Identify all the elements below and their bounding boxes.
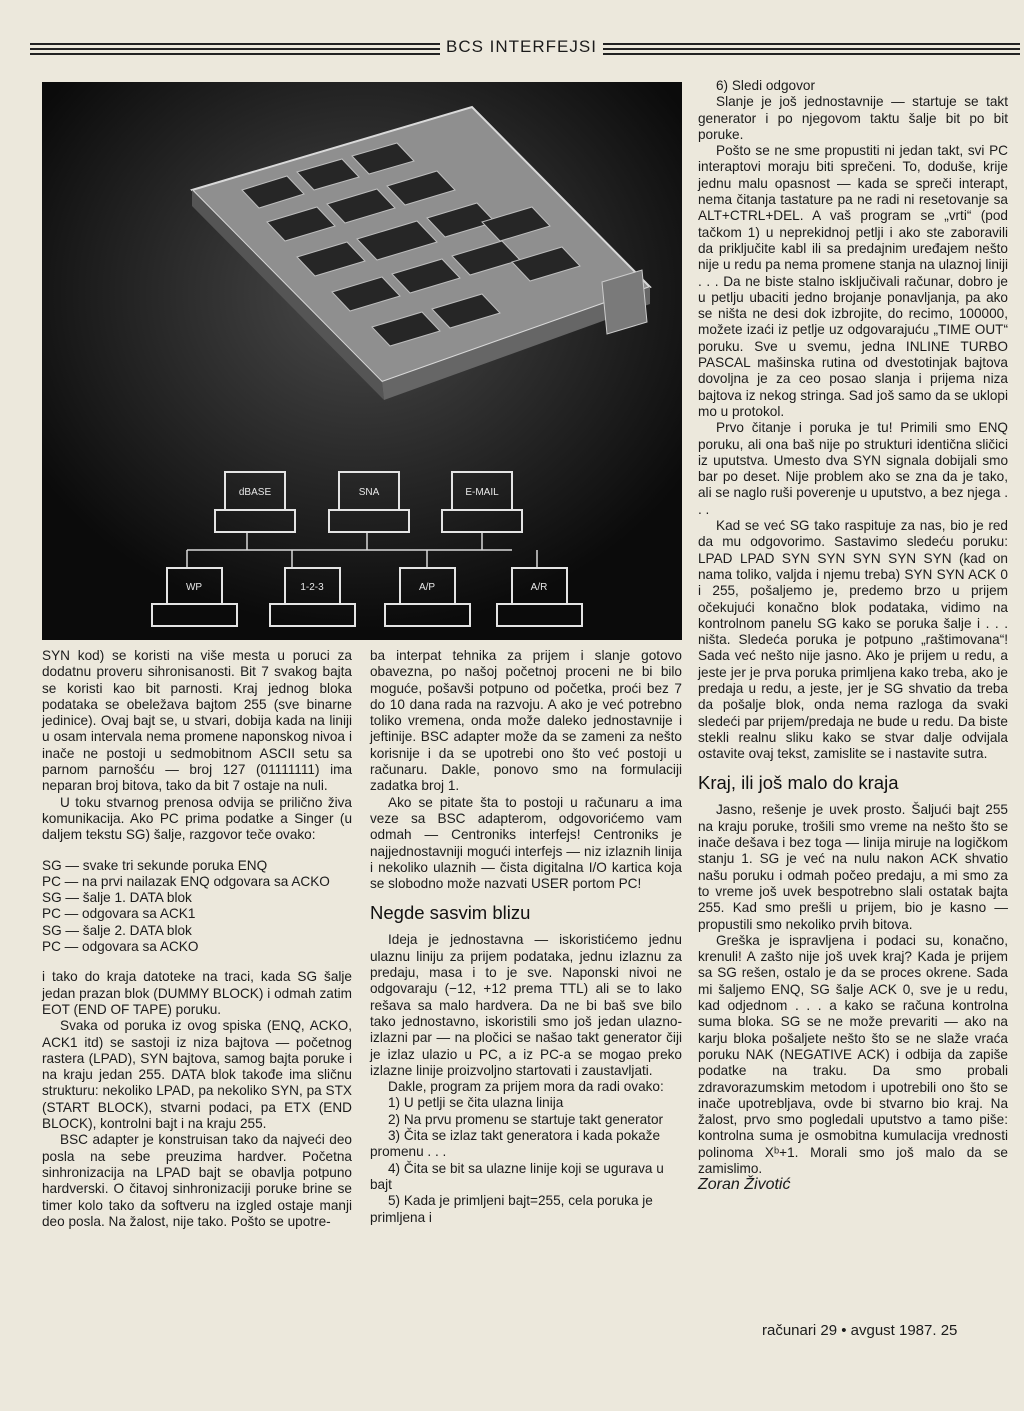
screen-label: A/P — [418, 582, 436, 593]
dialog-line: SG — svake tri sekunde poruka ENQ — [42, 857, 268, 873]
paragraph: Jasno, rešenje je uvek prosto. Šaljući bajt 255 na kraju poruke, trošili smo vreme na nešto što se inače dešava i bez toga — linija miruje na logičkom stanju 1. SG je već na nulu nakon ACK shvatio našu poruku i odmah počeo predaju, a mi smo za to vreme još uvek bespotrebno slali ostatak bajta 255. Kad smo prešli u prijem, bio je kasno — propustili smo nekoliko prvih bitova. — [698, 802, 1008, 932]
column-1 — [42, 648, 352, 1230]
paragraph: U toku stvarnog prenosa odvija se prilično živa komunikacija. Ako PC prima podatke a Singer (u daljem tekstu SG) šalje, razgovor teče ovako: — [42, 794, 352, 843]
screen-label: WP — [185, 582, 203, 593]
list-item: 5) Kada je primljeni bajt=255, cela poruka je primljena i — [370, 1193, 653, 1225]
board-and-terminals-photo — [42, 82, 682, 640]
list-item: 1) U petlji se čita ulazna linija — [388, 1095, 564, 1111]
list-item: 6) Sledi odgovor — [716, 78, 815, 93]
column-2 — [370, 648, 682, 1226]
paragraph: i tako do kraja datoteke na traci, kada SG šalje jedan prazan blok (DUMMY BLOCK) i odmah zatim EOT (END OF TAPE) poruku. — [42, 969, 352, 1017]
paragraph: Svaka od poruka iz ovog spiska (ENQ, ACKO, ACK1 itd) se sastoji iz niza bajtova — početnog rastera (LPAD), SYN bajtova, samog bajta poruke i na kraju jedan 255. DATA blok takođe ima sličnu strukturu: nekoliko LPAD, pa nekoliko SYN, pa STX (START BLOCK), stvarni podaci, pa ETX (END BLOCK), kontrolni bajt i na kraju 255. — [42, 1018, 352, 1132]
paragraph: Pošto se ne sme propustiti ni jedan takt, svi PC interaptovi moraju biti sprečeni. To, doduše, krije jednu malu opasnost — kada se spreči interapt, nema čitanja tastature pa ne radi ni resetovanje sa ALT+CTRL+DEL. A vaš program se „vrti“ (pod tačkom 1) u neprekidnoj petlji i ako ste zaboravili da priključite kabl ili sa predajnim uređajem nešto nije u redu pa nema promene stanja na ulaznoj liniji . . . Da ne biste stalno isključivali računar, dobro je u petlju ubaciti jedno brojanje ponavljanja, pa ako se ništa ne desi dok izbrojite, do recimo, 100000, možete izaći iz petlje uz odgovarajuću „TIME OUT“ poruku. Sve u svemu, jedna INLINE TURBO PASCAL mašinska rutina od dvestotinjak bajtova dovoljna je za ceo posao slanja i prijema niza bajtova iz nekog stringa. Sad još samo da se uklopi mo u protokol. — [698, 143, 1008, 419]
screen-label: 1-2-3 — [300, 582, 324, 593]
paragraph: ba interpat tehnika za prijem i slanje gotovo obavezna, po našoj početnoj proceni ne bi bilo moguće, pošavši potpuno od početka, proći bez 7 do 10 dana rada na razvoju. A ako je već potrebno toliko vremena, onda može daleko jednostavnije i jeftinije. BSC adapter može da se zameni za nešto korisnije i da se upotrebi ono što već postoji u računaru. Dakle, ponovo smo na formulaciji zadatka broj 1. — [370, 648, 682, 794]
screen-label: A/R — [530, 582, 548, 593]
list-item: 3) Čita se izlaz takt generatora i kada pokaže promenu . . . — [370, 1128, 661, 1160]
screen-label: E-MAIL — [465, 487, 499, 498]
paragraph: Ako se pitate šta to postoji u računaru a ima veze sa BSC adapterom, odgovorićemo vam odmah — Centroniks interfejs! Centroniks je najjednostavniji mogući interfejs — niz izlaznih linija i nekoliko ulaznih — čista digitalna I/O kartica koja se slobodno može nazvati USER portom PC! — [370, 794, 682, 892]
paragraph: Ideja je jednostavna — iskoristićemo jednu ulaznu liniju za prijem podataka, jednu izlaznu za predaju, masa i to je sve. Naponski nivoi ne odgovaraju (−12, +12 prema TTL) ali se to lako rešava sa malo hardvera. Da ne bi baš sve bilo tako jednostavno, iskoristili smo još jedan ulazno-izlazni par — na pločici se našao takt generator čiji je izlaz ulazio u PC, a iz PC-a se mogao preko izlazne linije proizvoljno startovati i zaustavljati. — [370, 932, 682, 1078]
section-heading: Negde sasvim blizu — [370, 902, 531, 924]
page-footer: računari 29 • avgust 1987. 25 — [762, 1322, 958, 1339]
page-title: BCS INTERFEJSI — [440, 37, 603, 57]
dialog-line: PC — na prvi nailazak ENQ odgovara sa ACKO — [42, 873, 330, 889]
screen-label: SNA — [358, 487, 380, 498]
section-heading: Kraj, ili još malo do kraja — [698, 772, 899, 794]
author-signature: Zoran Životić — [698, 1176, 791, 1194]
column-3 — [698, 78, 1008, 1194]
paragraph: Dakle, program za prijem mora da radi ovako: — [388, 1079, 664, 1095]
paragraph: Prvo čitanje i poruka je tu! Primili smo ENQ poruku, ali ona baš nije po strukturi identična sličici iz uputstva. Umesto dva SYN signala dobijali smo bar po deset. Nije problem ako se zna da je tako, ali se naglo ruši poverenje u uputstvo, a bez njega . . . — [698, 420, 1008, 517]
paragraph: BSC adapter je konstruisan tako da najveći deo posla na sebe preuzima hardver. Početna sinhronizacija na LPAD bajt se obavlja potpuno hardverski. O čitavoj sinhronizaciji poruke brine se timer kolo tako da softveru na izgled ostaje manji deo posla. Na žalost, nije tako. Pošto se upotre- — [42, 1132, 352, 1229]
dialog-line: PC — odgovara sa ACKO — [42, 939, 199, 955]
dialog-line: SG — šalje 1. DATA blok — [42, 890, 192, 906]
list-item: 4) Čita se bit sa ulazne linije koji se ugurava u bajt — [370, 1160, 664, 1192]
paragraph: Slanje je još jednostavnije — startuje se takt generator i po njegovom taktu šalje bit po bit poruke. — [698, 94, 1008, 142]
list-item: 2) Na prvu promenu se startuje takt generator — [388, 1111, 664, 1127]
dialog-line: SG — šalje 2. DATA blok — [42, 922, 192, 938]
paragraph: Greška je ispravljena i podaci su, konačno, krenuli! A zašto nije još uvek kraj? Kada je prijem sa SG rešen, ostalo je da se proces okrene. Sada mi šaljemo ENQ, SG šalje ACK 0, sve je u redu, kad odjednom . . . a kako se računa kontrolna suma bloka. SG se ne može prevariti — ako na karju bloka pošaljete nešto što se ne slaže vraća poruku NAK (NEGATIVE ACK) i odbija da zapiše podatke na traku. Da smo probali zdravorazumskim metodom i upotrebili ono što se inače upotrebljava, ovde bi stvarno bio kraj. Na žalost, prvo smo pogledali uputstvo a tamo piše: kontrolna suma je osmobitna kumulacija vrednosti polinoma Xᵇ+1. Morali smo još malo da se zamislimo. — [698, 932, 1008, 1176]
dialog-line: PC — odgovara sa ACK1 — [42, 906, 196, 922]
paragraph: Kad se već SG tako raspituje za nas, bio je red da mu odgovorimo. Sastavimo sledeću poruku: LPAD LPAD SYN SYN SYN SYN SYN (kad on nama toliko, valjda i njemu treba) SYN SYN ACK 0 i 255, pošaljemo je, predemo brzo u prijem očekujući konačno blok podataka, vidimo na kontrolnom panelu SG kako se poruka šalje i . . . ništa. Sledeća poruka je potpuno „raštimovana“! Sada već nešto nije jasno. Ako je prijem u redu, a jeste jer je prva poruka primljena kako treba, ako je predaja u redu, a jeste, jer je SG shvatio da treba da pošalje blok, onda nema razloga da svaki sledeći par prijem/predaja ne bude u redu. Da biste stekli realnu sliku kako se stvar dalje odvijala ostavite ovaj tekst, zamislite se i nastavite sutra. — [698, 518, 1008, 762]
paragraph: SYN kod) se koristi na više mesta u poruci za dodatnu proveru sihronisanosti. Bit 7 svakog bajta se koristi kao bit parnosti. Kraj jednog bloka podataka se obeležava bajtom 255 (sve binarne jedinice). Ovaj bajt se, u stvari, dobija kada na liniji u osam intervala nema promene naponskog nivoa i inače ne postoji u sedmobitnom ASCII setu sa parnom parnošću — broj 127 (01111111) ima neparan broj bitova, tako da bit 7 ostaje na nuli. — [42, 648, 352, 794]
screen-label: dBASE — [238, 487, 272, 498]
